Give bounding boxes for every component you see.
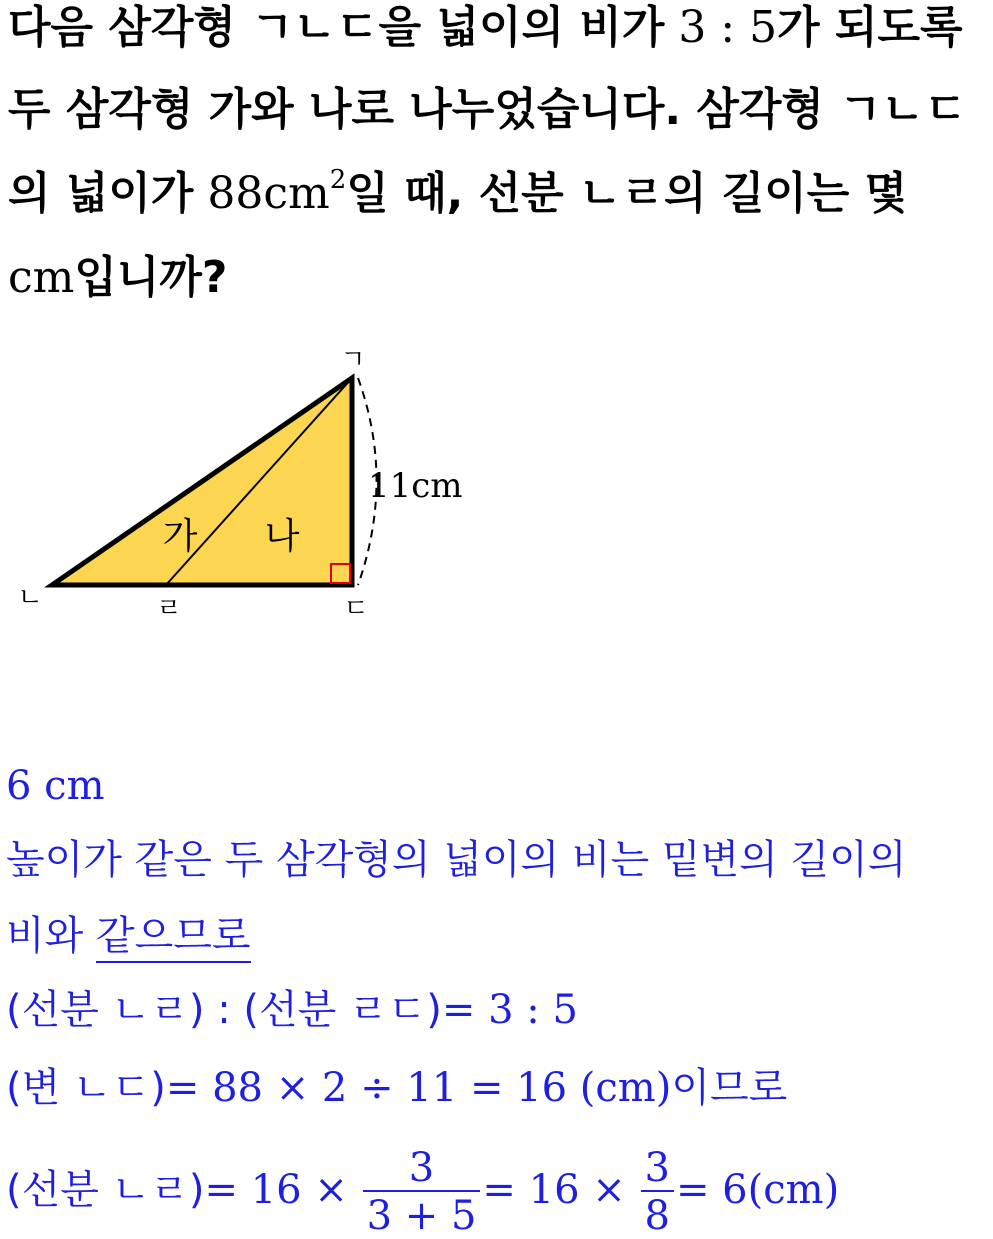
- base-equation-rhs: = 88 × 2 ÷ 11 = 16 (cm): [165, 1065, 672, 1111]
- explanation-line-1: 높이가 같은 두 삼각형의 넓이의 비는 밑변의 길이의: [6, 837, 907, 883]
- triangle-figure: [0, 340, 480, 640]
- question-text: 두 삼각형 가와 나로 나누었습니다. 삼각형 ㄱㄴㄷ: [8, 84, 967, 135]
- question-text: 다음 삼각형 ㄱㄴㄷ을 넓이의 비가: [8, 2, 665, 53]
- area-unit: cm: [263, 168, 330, 219]
- region-label-left: 가: [162, 516, 198, 557]
- question-text: 입니까?: [74, 252, 228, 303]
- fraction-3-over-3plus5: [363, 1145, 481, 1239]
- vertex-label-b: ㄴ: [17, 583, 43, 613]
- question-text: 가 되도록: [777, 2, 963, 53]
- final-equation-lhs: (선분 ㄴㄹ): [6, 1167, 205, 1213]
- base-equation-suffix: 이므로: [671, 1065, 788, 1111]
- question-line-2: [8, 84, 967, 135]
- area-value: 88: [207, 168, 264, 219]
- vertex-label-d: ㄹ: [156, 594, 182, 624]
- final-equation-part: = 16 ×: [204, 1167, 348, 1213]
- vertex-label-a: ㄱ: [340, 345, 366, 375]
- ratio-value: 3 : 5: [678, 2, 778, 53]
- explanation-text: 비와: [6, 913, 84, 959]
- ratio-equation-lhs: (선분 ㄴㄹ) : (선분 ㄹㄷ): [6, 987, 442, 1033]
- fraction-denominator: 3 + 5: [366, 1193, 477, 1239]
- ratio-equation-rhs: = 3 : 5: [441, 987, 578, 1033]
- question-line-3: [8, 165, 908, 219]
- question-line-1: [8, 2, 963, 53]
- question-text: 일 때, 선분 ㄴㄹ의 길이는 몇: [346, 168, 908, 219]
- underlined-text: 같으므로: [96, 913, 251, 963]
- ratio-equation: [6, 987, 578, 1033]
- final-equation-part: = 16 ×: [482, 1167, 626, 1213]
- fraction-3-over-8: [641, 1145, 674, 1239]
- question-text: 의 넓이가: [8, 168, 194, 219]
- final-equation: [6, 1145, 840, 1239]
- question-line-4: [8, 252, 228, 303]
- fraction-numerator: 3: [363, 1148, 481, 1192]
- base-equation: [6, 1065, 788, 1111]
- region-label-right: 나: [264, 516, 300, 557]
- answer-value: 6 cm: [6, 763, 105, 809]
- triangle-abc: [52, 378, 352, 585]
- fraction-numerator: 3: [641, 1148, 674, 1192]
- height-label: 11cm: [368, 466, 463, 506]
- explanation-line-2: [6, 913, 251, 959]
- base-equation-lhs: (변 ㄴㄷ): [6, 1065, 166, 1111]
- unit-text: cm: [8, 252, 75, 303]
- fraction-denominator: 8: [644, 1193, 670, 1239]
- area-exponent: 2: [329, 165, 347, 195]
- final-equation-result: = 6(cm): [675, 1167, 840, 1213]
- vertex-label-c: ㄷ: [343, 594, 369, 624]
